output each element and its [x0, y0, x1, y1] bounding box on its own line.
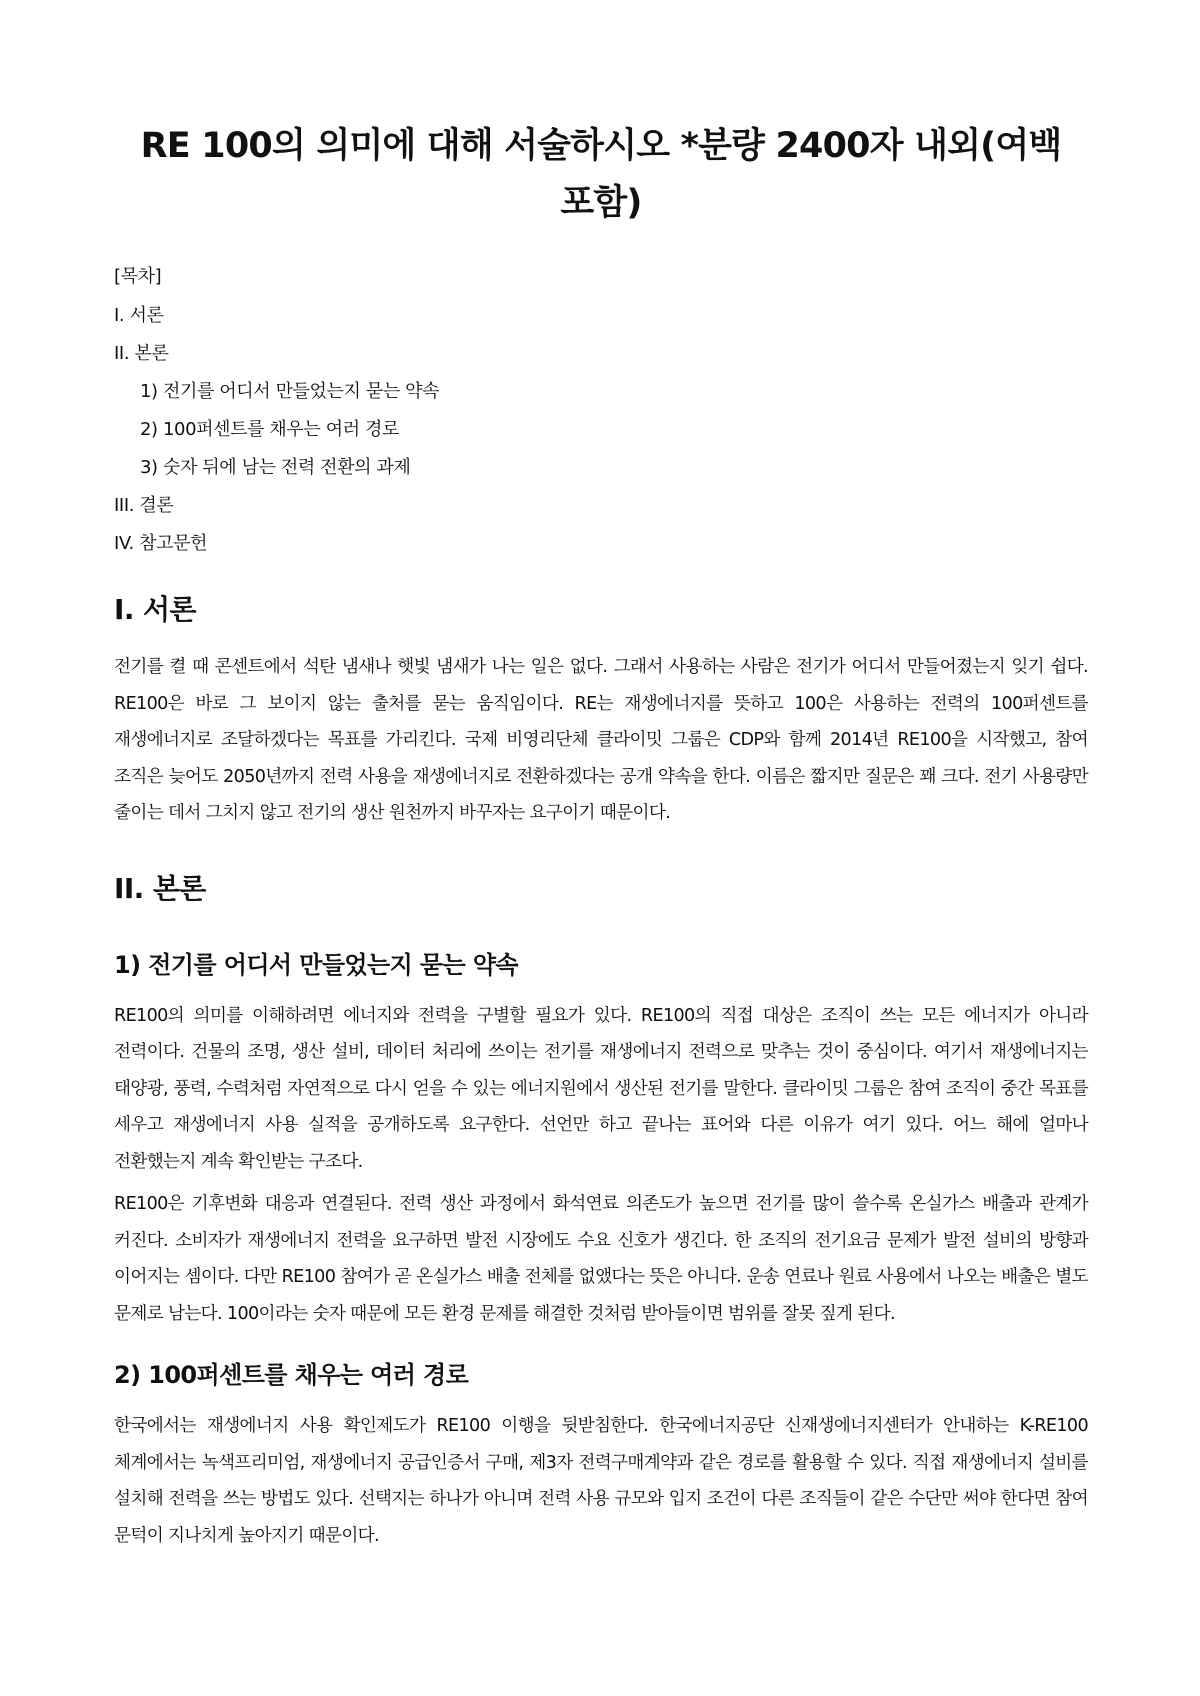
- section-heading-introduction: I. 서론: [114, 593, 196, 627]
- subsection-heading-1: 1) 전기를 어디서 만들었는지 묻는 약속: [114, 950, 519, 979]
- toc-item: II. 본론: [114, 343, 169, 365]
- toc-subitem: 2) 100퍼센트를 채우는 여러 경로: [140, 419, 399, 441]
- intro-paragraph: 전기를 켤 때 콘센트에서 석탄 냄새나 햇빛 냄새가 나는 일은 없다. 그래서 사용하는 사람은 전기가 어디서 만들어졌는지 잊기 쉽다. RE100은 바로 그 보이지 않는 출처를 묻는 움직임이다. RE는 재생에너지를 뜻하고 100은 사용하는 전력의 100퍼센트를 재생에너지로 조달하겠다는 목표를 가리킨다. 국제 비영리단체 클라이밋 그룹은 CDP와 함께 2014년 RE100을 시작했고, 참여 조직은 늦어도 2050년까지 전력 사용을 재생에너지로 전환하겠다는 공개 약속을 한다. 이름은 짧지만 질문은 꽤 크다. 전기 사용량만 줄이는 데서 그치지 않고 전기의 생산 원천까지 바꾸자는 요구이기 때문이다.: [114, 657, 1088, 824]
- document-title: RE 100의 의미에 대해 서술하시오 *분량 2400자 내외(여백 포함): [140, 126, 1062, 223]
- toc-item: I. 서론: [114, 305, 164, 327]
- toc-subitem: 3) 숫자 뒤에 남는 전력 전환의 과제: [140, 457, 411, 479]
- body-paragraph: RE100의 의미를 이해하려면 에너지와 전력을 구별할 필요가 있다. RE100의 직접 대상은 조직이 쓰는 모든 에너지가 아니라 전력이다. 건물의 조명, 생산 설비, 데이터 처리에 쓰이는 전기를 재생에너지 전력으로 맞추는 것이 중심이다. 여기서 재생에너지는 태양광, 풍력, 수력처럼 자연적으로 다시 얻을 수 있는 에너지원에서 생산된 전기를 말한다. 클라이밋 그룹은 참여 조직이 중간 목표를 세우고 재생에너지 사용 실적을 공개하도록 요구한다. 선언만 하고 끝나는 표어와 다른 이유가 여기 있다. 어느 해에 얼마나 전환했는지 계속 확인받는 구조다.: [114, 1005, 1088, 1172]
- toc-subitem: 1) 전기를 어디서 만들었는지 묻는 약속: [140, 381, 440, 403]
- section-heading-body: II. 본론: [114, 871, 206, 905]
- table-of-contents: [114, 257, 1088, 563]
- subsection-heading-2: 2) 100퍼센트를 채우는 여러 경로: [114, 1361, 469, 1390]
- toc-item: IV. 참고문헌: [114, 533, 208, 555]
- body-paragraph: 한국에서는 재생에너지 사용 확인제도가 RE100 이행을 뒷받침한다. 한국에너지공단 신재생에너지센터가 안내하는 K-RE100 체계에서는 녹색프리미엄, 재생에너지 공급인증서 구매, 제3자 전력구매계약과 같은 경로를 활용할 수 있다. 직접 재생에너지 설비를 설치해 전력을 쓰는 방법도 있다. 선택지는 하나가 아니며 전력 사용 규모와 입지 조건이 다른 조직들이 같은 수단만 써야 한다면 참여 문턱이 지나치게 높아지기 때문이다.: [114, 1416, 1088, 1546]
- body-paragraph: RE100은 기후변화 대응과 연결된다. 전력 생산 과정에서 화석연료 의존도가 높으면 전기를 많이 쓸수록 온실가스 배출과 관계가 커진다. 소비자가 재생에너지 전력을 요구하면 발전 시장에도 수요 신호가 생긴다. 한 조직의 전기요금 문제가 발전 설비의 방향과 이어지는 셈이다. 다만 RE100 참여가 곧 온실가스 배출 전체를 없앴다는 뜻은 아니다. 운송 연료나 원료 사용에서 나오는 배출은 별도 문제로 남는다. 100이라는 숫자 때문에 모든 환경 문제를 해결한 것처럼 받아들이면 범위를 잘못 짚게 된다.: [114, 1194, 1088, 1324]
- toc-heading: [목차]: [114, 266, 162, 288]
- toc-item: III. 결론: [114, 495, 174, 517]
